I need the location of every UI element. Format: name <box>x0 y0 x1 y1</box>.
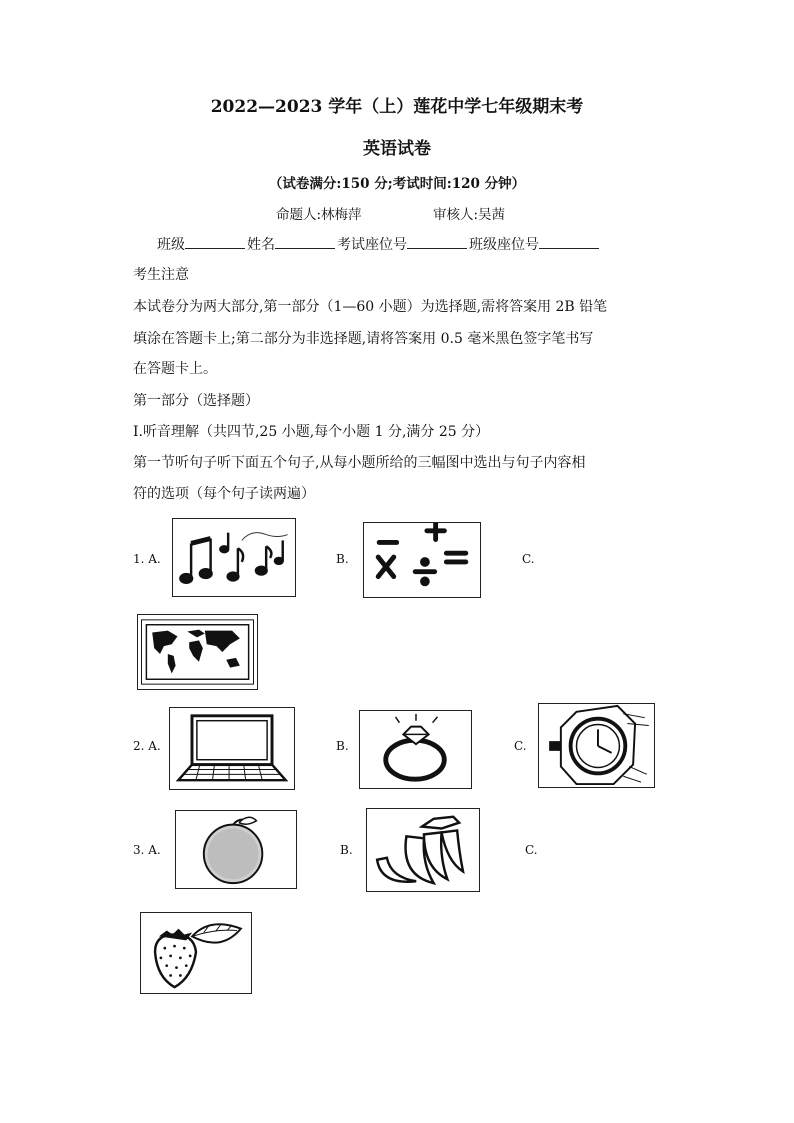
math-symbols-icon <box>364 523 480 597</box>
wristwatch-icon <box>539 704 654 787</box>
q1-option-a-image[interactable] <box>172 518 296 597</box>
q1-option-b-image[interactable] <box>363 522 481 598</box>
setter: 命题人:林梅萍 <box>276 207 362 223</box>
notice-line-1: 本试卷分为两大部分,第一部分（1—60 小题）为选择题,需将答案用 2B 铅笔 <box>133 299 608 315</box>
instruction-line-2: 符的选项（每个句子读两遍） <box>133 486 315 502</box>
q3-option-c-image[interactable] <box>140 912 252 994</box>
field-class-label: 班级 <box>157 237 185 253</box>
page-title: 2022—2023 学年（上）莲花中学七年级期末考 <box>210 97 584 117</box>
q2-option-b-label: B. <box>336 739 349 753</box>
field-name-label: 姓名 <box>247 237 275 253</box>
field-class-seat-blank[interactable] <box>539 236 599 249</box>
world-map-icon <box>138 615 257 689</box>
orange-icon <box>176 811 296 888</box>
field-name-blank[interactable] <box>275 236 335 249</box>
q1-option-c-image[interactable] <box>137 614 258 690</box>
notice-line-3: 在答题卡上。 <box>133 361 217 377</box>
notice-line-2: 填涂在答题卡上;第二部分为非选择题,请将答案用 0.5 毫米黑色签字笔书写 <box>133 331 594 347</box>
instruction-line-1: 第一节听句子听下面五个句子,从每小题所给的三幅图中选出与句子内容相 <box>133 455 586 471</box>
exam-info: （试卷满分:150 分;考试时间:120 分钟） <box>268 176 526 192</box>
section1-heading: I.听音理解（共四节,25 小题,每个小题 1 分,满分 25 分） <box>133 424 490 440</box>
q2-option-b-image[interactable] <box>359 710 472 789</box>
q3-option-a-image[interactable] <box>175 810 297 889</box>
reviewer: 审核人:吴茜 <box>433 207 506 223</box>
q1-option-a-label: 1. A. <box>133 552 161 566</box>
part1-heading: 第一部分（选择题） <box>133 393 259 409</box>
strawberry-icon <box>141 913 251 993</box>
q3-option-b-image[interactable] <box>366 808 480 892</box>
page-subtitle: 英语试卷 <box>363 139 431 159</box>
q3-option-a-label: 3. A. <box>133 843 161 857</box>
q2-option-c-image[interactable] <box>538 703 655 788</box>
student-fields <box>157 234 601 254</box>
q3-option-b-label: B. <box>340 843 353 857</box>
laptop-icon <box>170 708 294 789</box>
notice-heading: 考生注意 <box>133 267 189 283</box>
music-notes-icon <box>173 519 295 596</box>
q2-option-c-label: C. <box>514 739 527 753</box>
field-seat-label: 考试座位号 <box>337 237 407 253</box>
field-seat-blank[interactable] <box>407 236 467 249</box>
q3-option-c-label: C. <box>525 843 538 857</box>
field-class-blank[interactable] <box>185 236 245 249</box>
q1-option-b-label: B. <box>336 552 349 566</box>
q2-option-a-image[interactable] <box>169 707 295 790</box>
q2-option-a-label: 2. A. <box>133 739 161 753</box>
bananas-icon <box>367 809 479 891</box>
diamond-ring-icon <box>360 711 471 788</box>
field-class-seat-label: 班级座位号 <box>469 237 539 253</box>
q1-option-c-label: C. <box>522 552 535 566</box>
